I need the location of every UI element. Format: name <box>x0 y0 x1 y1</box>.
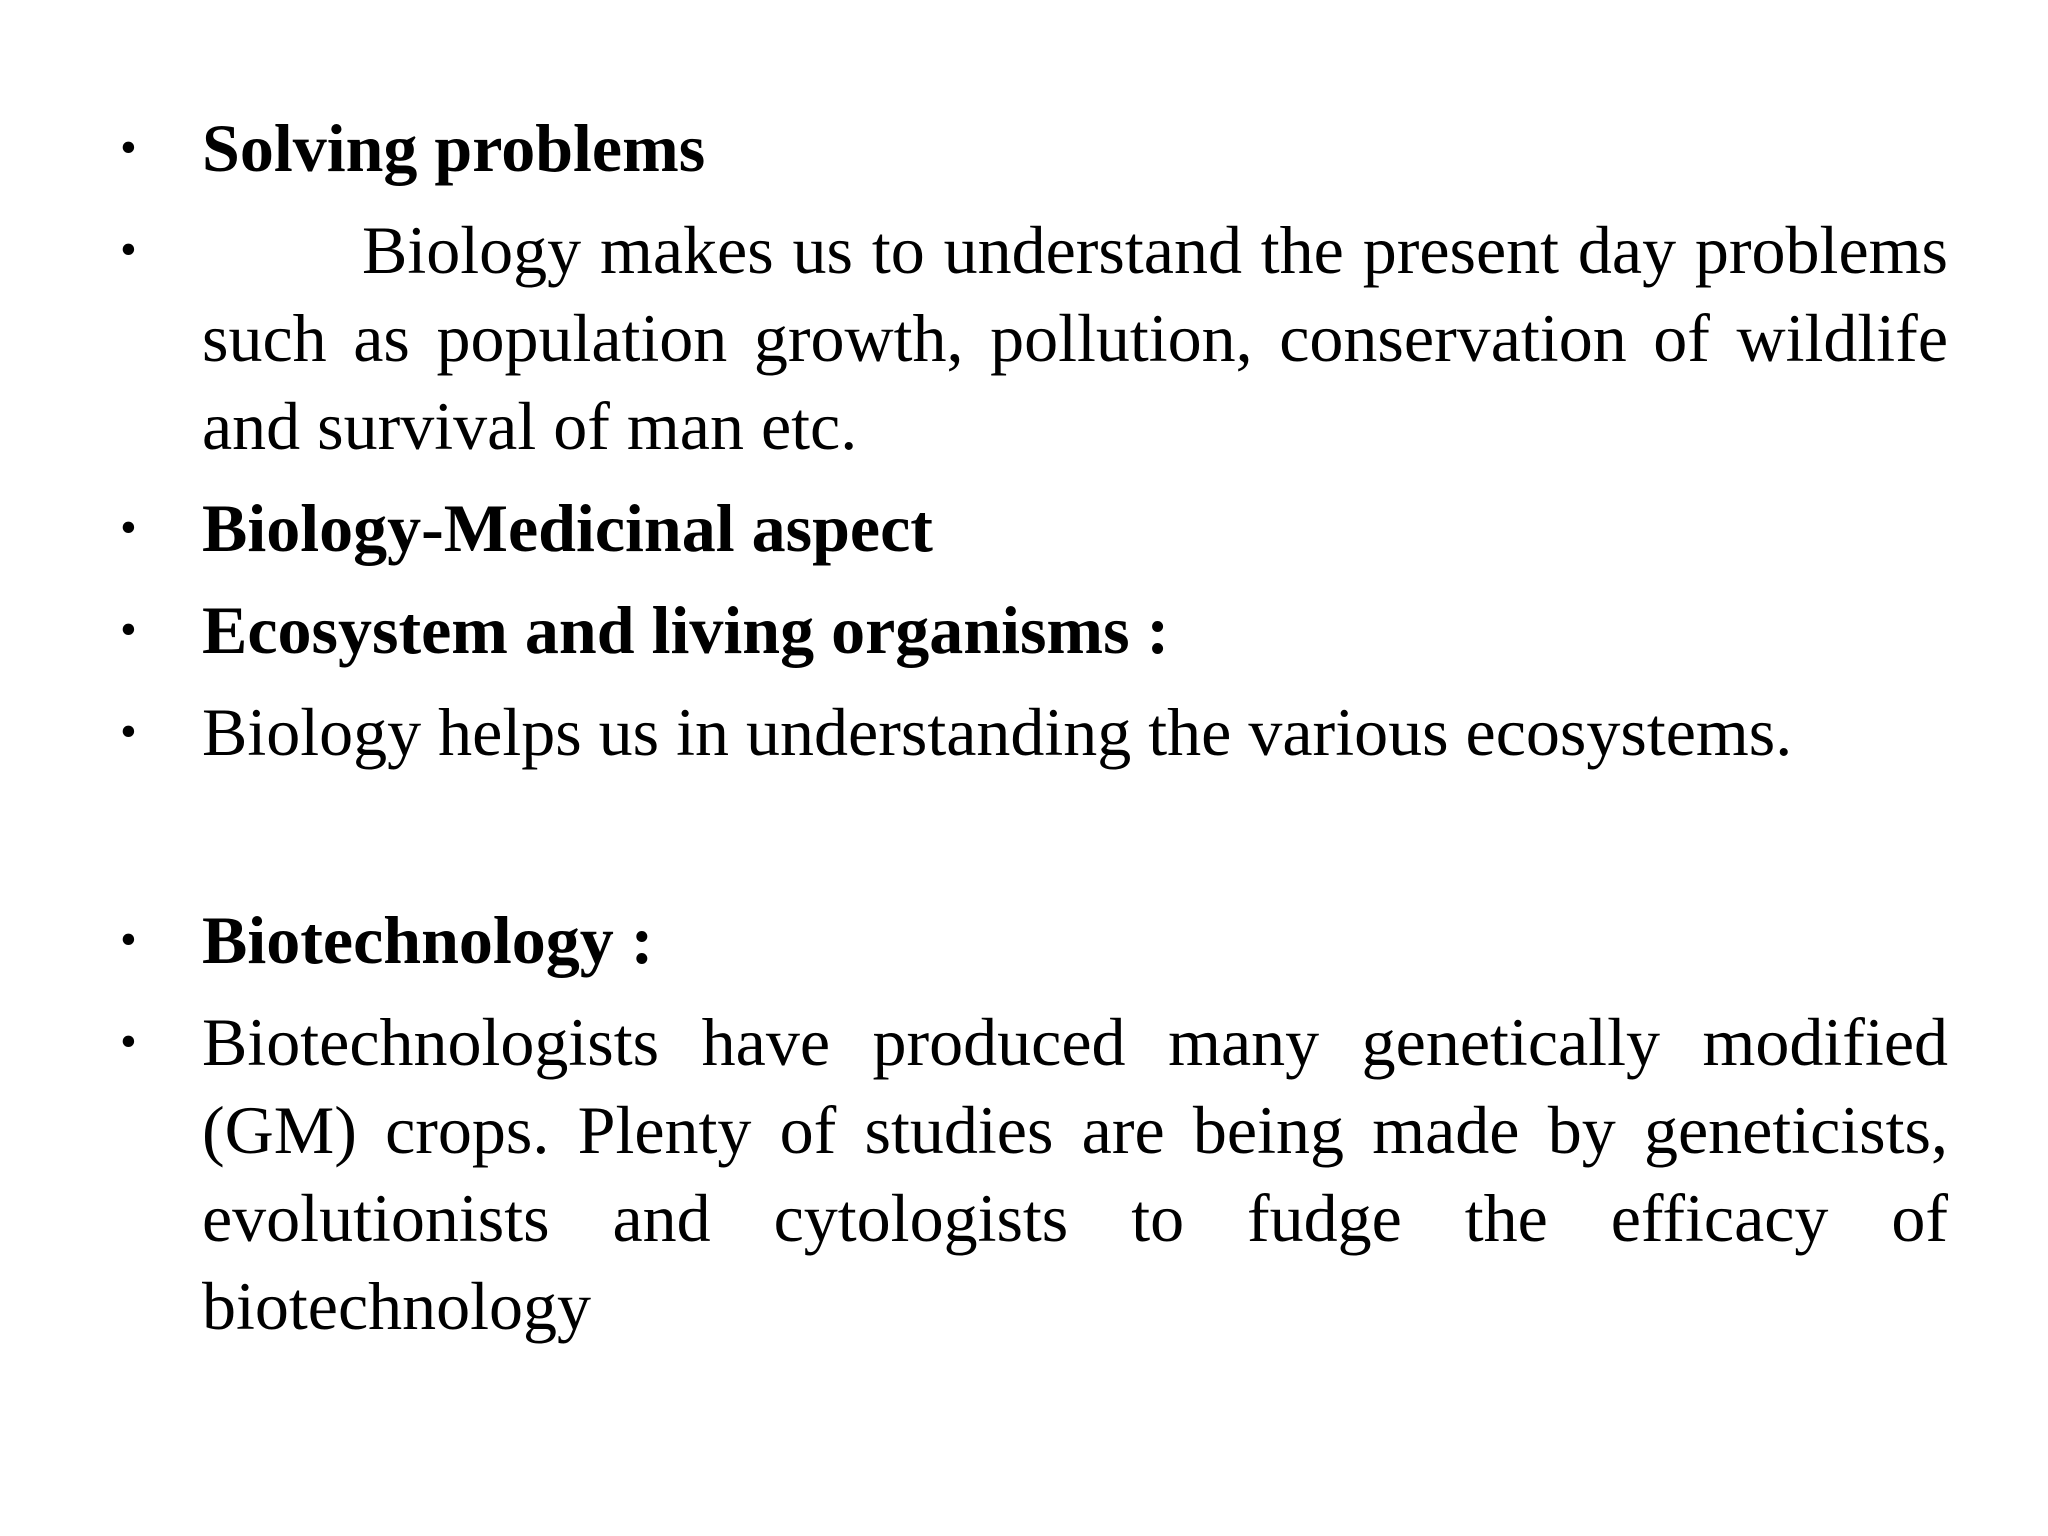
bullet-text: Biology-Medicinal aspect <box>202 490 933 566</box>
bullet-list <box>120 104 1948 1350</box>
bullet-ecosystem-detail <box>120 688 1948 776</box>
bullet-dot: • <box>120 121 137 174</box>
bullet-dot: • <box>120 603 137 656</box>
bullet-text: Biotechnology : <box>202 902 654 978</box>
bullet-text: Biotechnologists have produced many genetically modified (GM) crops. Plenty of studies are being made by geneticists, evolutionists and cytologists to fudge the efficacy of biotechnology <box>202 1004 1948 1344</box>
bullet-ecosystem-heading <box>120 586 1948 674</box>
bullet-dot: • <box>120 913 137 966</box>
bullet-solving-problems-detail <box>120 206 1948 470</box>
bullet-biotechnology-detail <box>120 998 1948 1350</box>
bullet-solving-problems <box>120 104 1948 192</box>
bullet-medicinal-aspect <box>120 484 1948 572</box>
bullet-dot: • <box>120 223 137 276</box>
bullet-text: Biology helps us in understanding the various ecosystems. <box>202 694 1793 770</box>
bullet-dot: • <box>120 705 137 758</box>
bullet-text: Biology makes us to understand the present day problems such as population growth, pollution, conservation of wildlife and survival of man etc. <box>202 212 1948 464</box>
bullet-text: Ecosystem and living organisms : <box>202 592 1170 668</box>
bullet-text: Solving problems <box>202 110 706 186</box>
bullet-dot: • <box>120 1015 137 1068</box>
bullet-dot: • <box>120 501 137 554</box>
bullet-biotechnology-heading <box>120 896 1948 984</box>
